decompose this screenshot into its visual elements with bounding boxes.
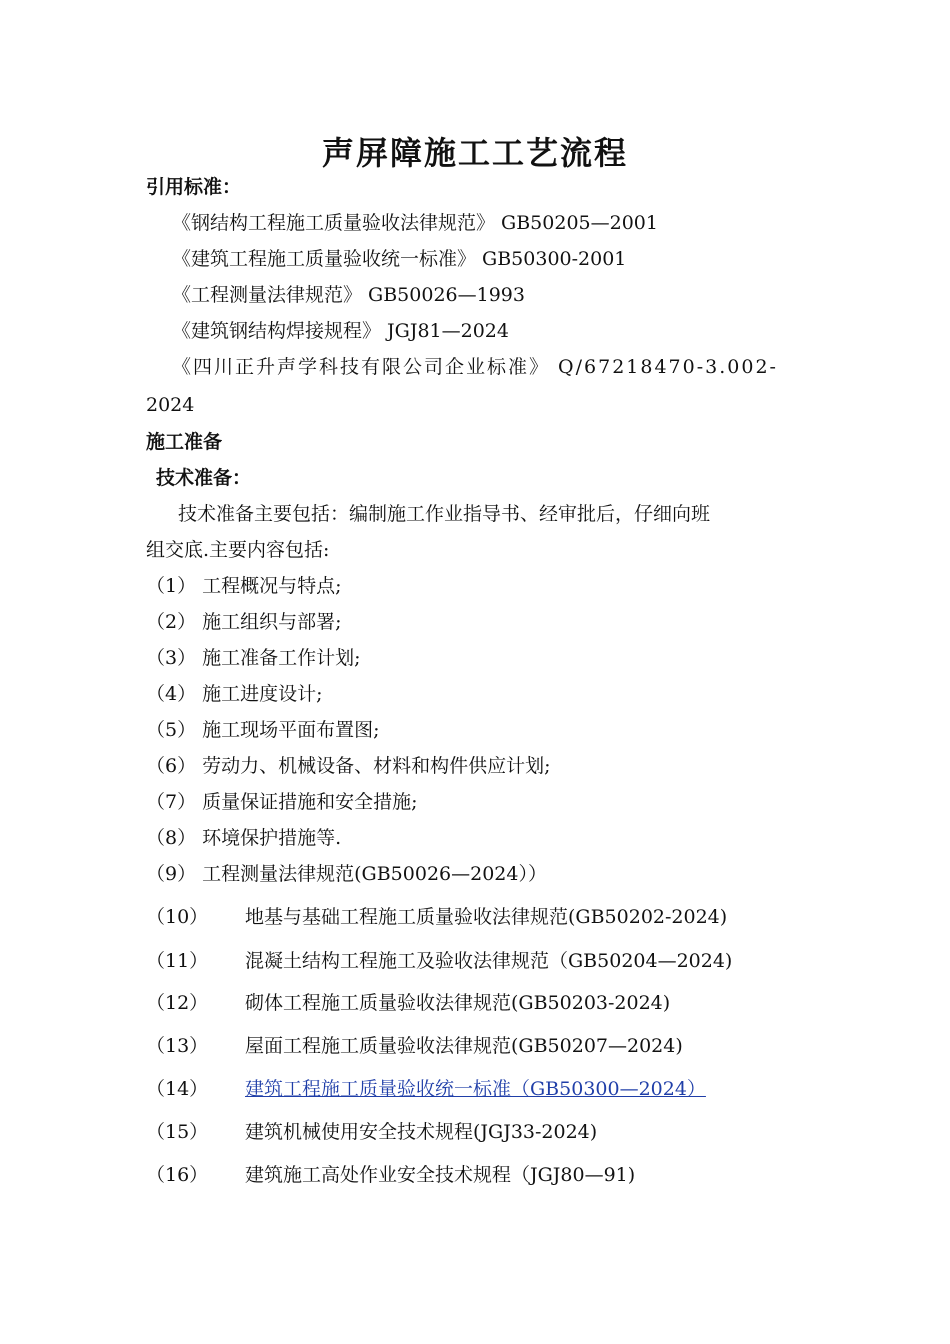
list-item-text: 屋面工程施工质量验收法律规范(GB50207—2024) xyxy=(245,1035,683,1057)
subsection-heading-tech: 技术准备： xyxy=(156,467,252,489)
list-item: （7） 质量保证措施和安全措施; xyxy=(146,791,418,813)
list-item: （4） 施工进度设计; xyxy=(146,683,323,705)
list-item: （9） 工程测量法律规范(GB50026—2024）） xyxy=(146,863,547,885)
list-item: （5） 施工现场平面布置图; xyxy=(146,719,380,741)
intro-paragraph-line: 组交底.主要内容包括: xyxy=(146,539,330,561)
list-number: （15） xyxy=(146,1121,209,1143)
reference-item: 《建筑钢结构焊接规程》 JGJ81—2024 xyxy=(172,320,509,342)
reference-item-continued: 2024 xyxy=(146,394,195,416)
list-item: （3） 施工准备工作计划; xyxy=(146,647,361,669)
page-title: 声屏障施工工艺流程 xyxy=(321,134,628,172)
list-number: （16） xyxy=(146,1164,209,1186)
list-item: （8） 环境保护措施等. xyxy=(146,827,342,849)
reference-item: 《建筑工程施工质量验收统一标准》 GB50300-2001 xyxy=(172,248,627,270)
list-number: （11） xyxy=(146,950,209,972)
reference-item: 《四川正升声学科技有限公司企业标准》 Q/67218470-3.002- xyxy=(172,356,778,378)
list-item: （1） 工程概况与特点; xyxy=(146,575,342,597)
list-number: （12） xyxy=(146,992,209,1014)
intro-paragraph-line: 技术准备主要包括：编制施工作业指导书、经审批后，仔细向班 xyxy=(178,503,711,525)
list-item: （2） 施工组织与部署; xyxy=(146,611,342,633)
reference-item: 《钢结构工程施工质量验收法律规范》 GB50205—2001 xyxy=(172,212,658,234)
list-number: （13） xyxy=(146,1035,209,1057)
list-number: （10） xyxy=(146,906,209,928)
list-item-text: 建筑施工高处作业安全技术规程（JGJ80—91) xyxy=(245,1164,636,1186)
section-heading-preparation: 施工准备 xyxy=(146,431,223,453)
references-heading: 引用标准： xyxy=(146,176,242,198)
list-number: （14） xyxy=(146,1078,209,1100)
list-item-text: 建筑机械使用安全技术规程(JGJ33-2024) xyxy=(245,1121,598,1143)
list-item-text: 砌体工程施工质量验收法律规范(GB50203-2024) xyxy=(245,992,671,1014)
list-item: （6） 劳动力、机械设备、材料和构件供应计划; xyxy=(146,755,551,777)
standard-link[interactable]: 建筑工程施工质量验收统一标准（GB50300—2024） xyxy=(245,1078,706,1100)
list-item-text: 混凝土结构工程施工及验收法律规范（GB50204—2024) xyxy=(245,950,733,972)
reference-item: 《工程测量法律规范》 GB50026—1993 xyxy=(172,284,525,306)
list-item-text: 地基与基础工程施工质量验收法律规范(GB50202-2024) xyxy=(245,906,728,928)
